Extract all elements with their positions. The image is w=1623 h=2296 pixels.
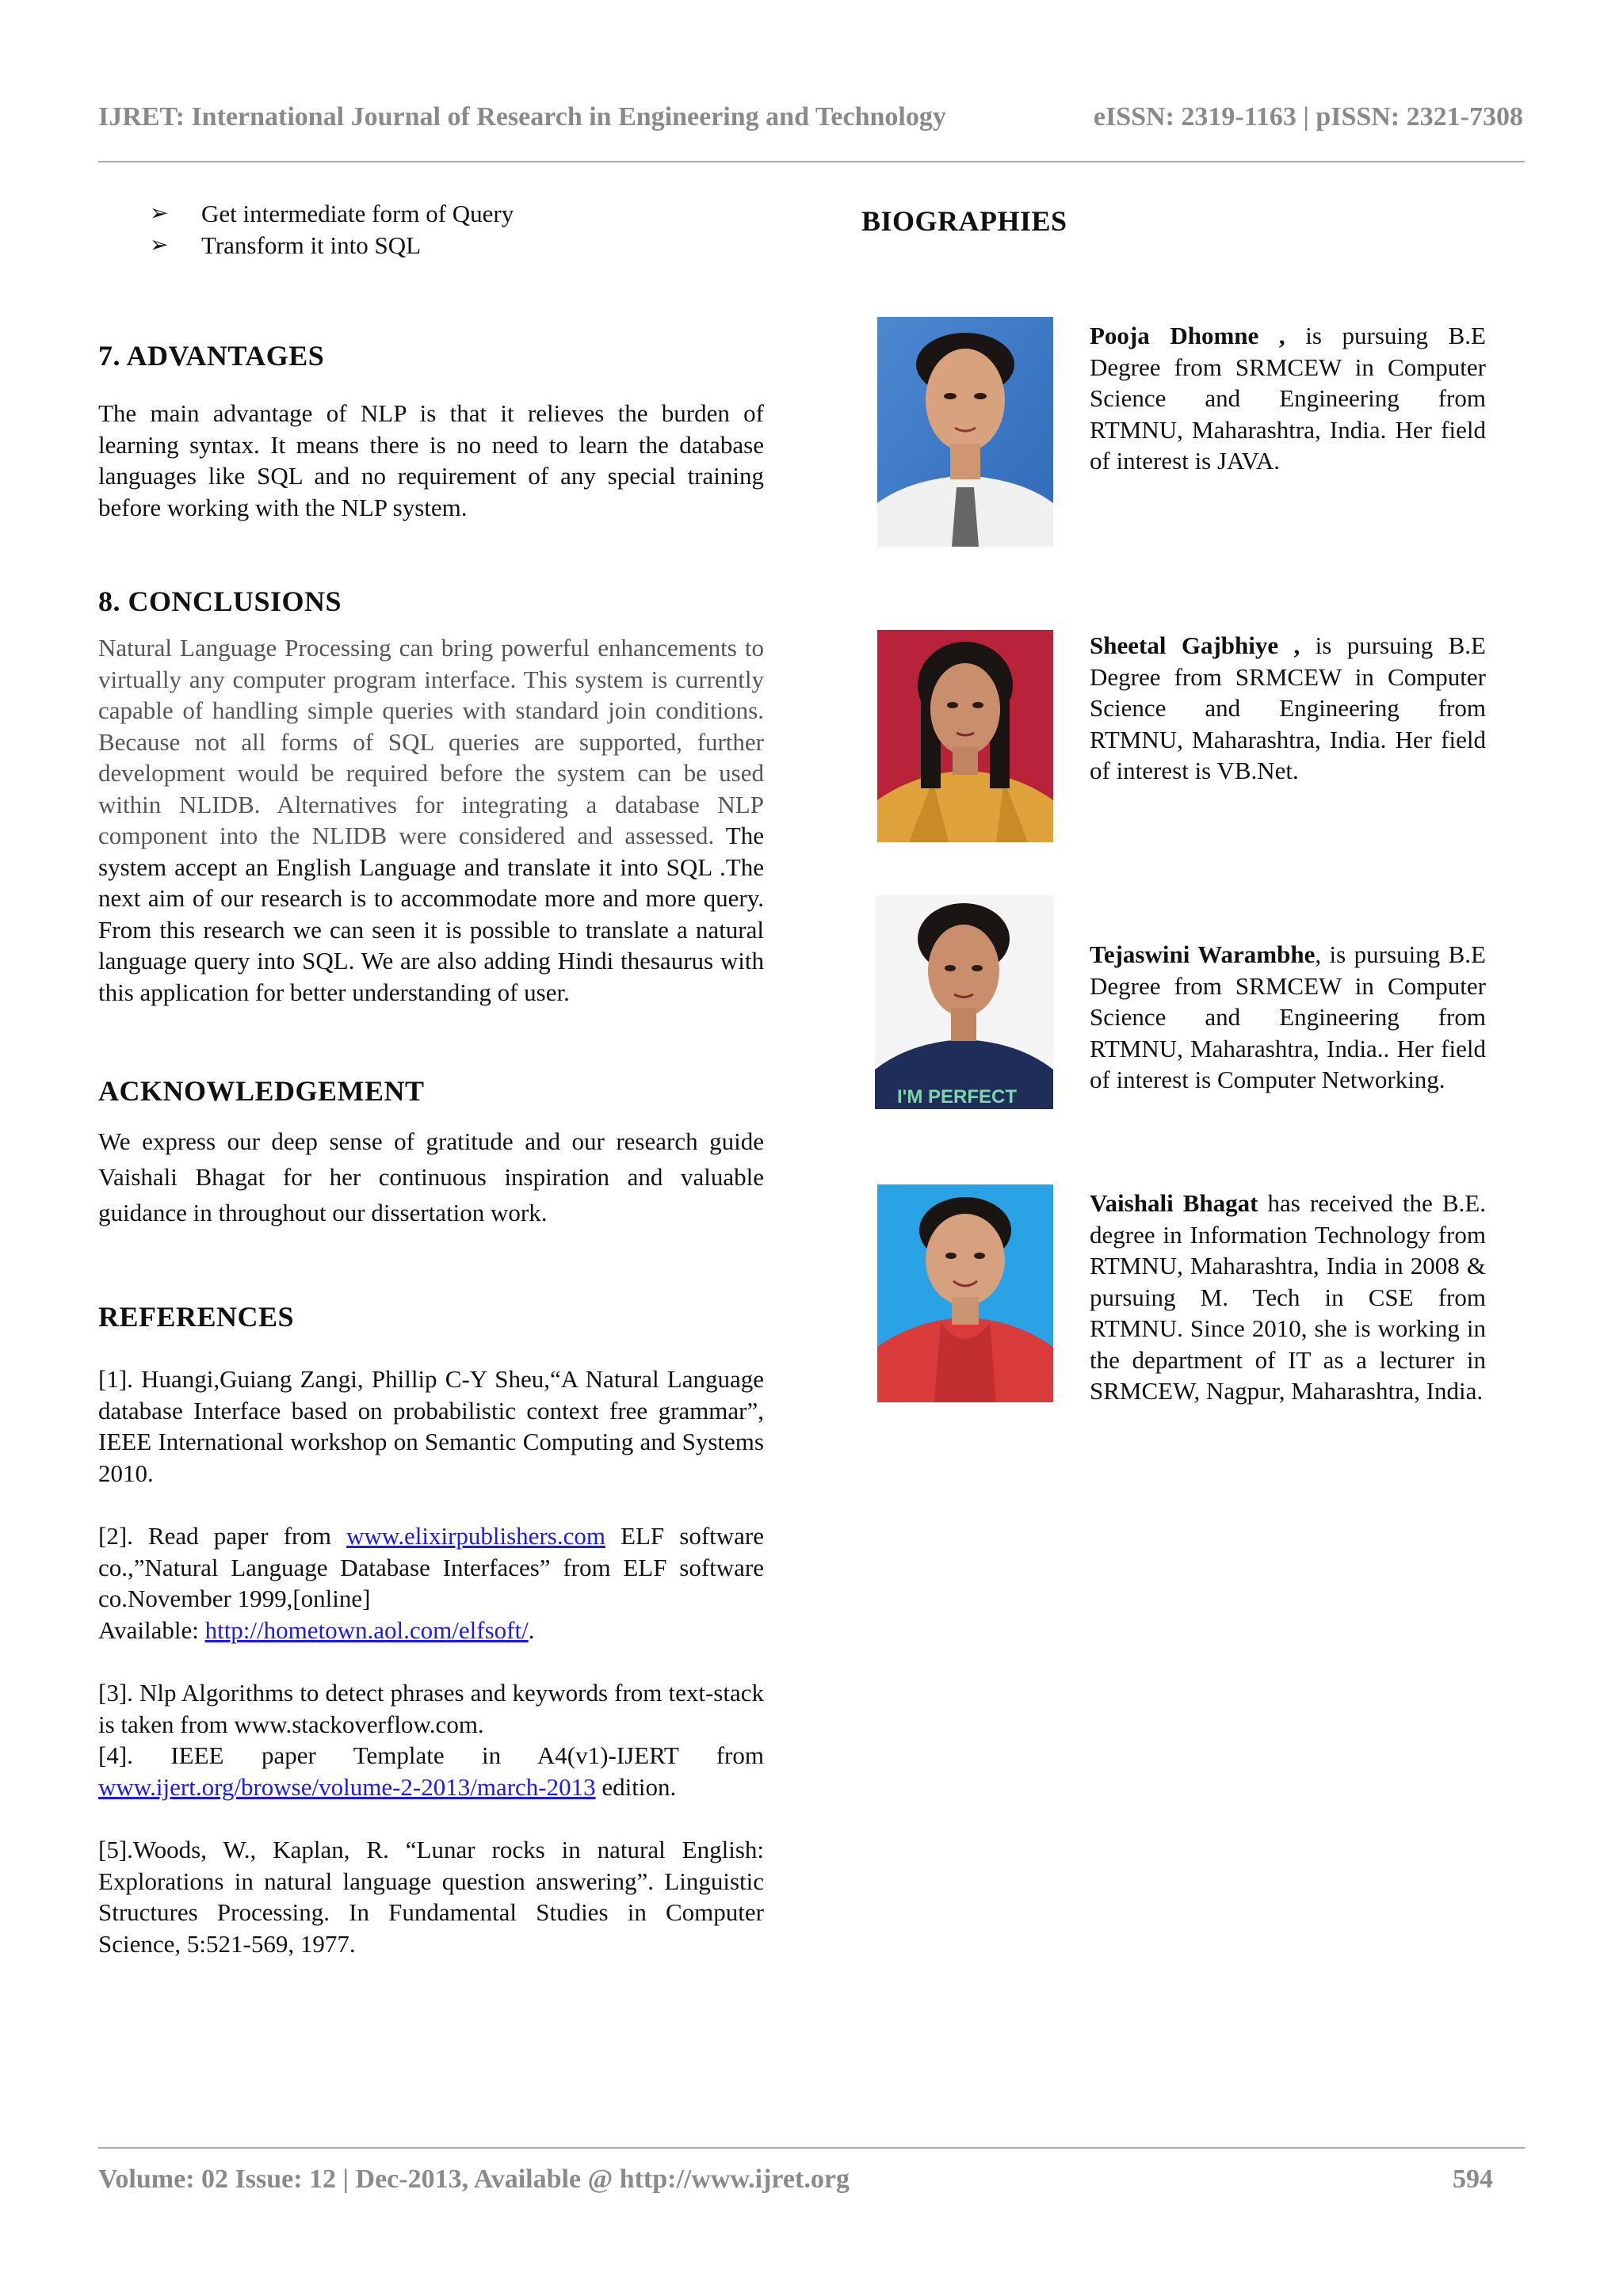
biography-tejaswini [861, 895, 1487, 1157]
bullet-list [150, 198, 764, 261]
list-item [150, 230, 764, 261]
bio-description: is pursuing B.E Degree from SRMCEW in Computer Science and Engineering from RTMNU, Maharashtra, India. Her field of interest is VB.Net. [1090, 631, 1486, 784]
biography-sheetal [861, 630, 1487, 852]
bio-text [1090, 1188, 1486, 1407]
footer-volume-info: Volume: 02 Issue: 12 | Dec-2013, Available @ http://www.ijret.org [98, 2164, 850, 2194]
acknowledgement-heading: ACKNOWLEDGEMENT [98, 1075, 425, 1107]
issn-text: eISSN: 2319-1163 | pISSN: 2321-7308 [1093, 102, 1523, 132]
author-photo [877, 630, 1053, 842]
running-footer [98, 2164, 1493, 2195]
reference-text: Available: [98, 1615, 205, 1644]
conclusions-text: The system accept an English Language and translate it into SQL .The next aim of our research is to accommodate more and more query. From this research we can seen it is possible to translate a natural language query into SQL. We are also adding Hindi thesaurus with this application for better understanding of user. [98, 822, 764, 1006]
ijert-link[interactable]: www.ijert.org/browse/volume-2-2013/march-2013 [98, 1772, 596, 1801]
biography-vaishali [861, 1184, 1487, 1501]
shirt-print: I'M PERFECT [897, 1086, 1018, 1108]
author-photo [875, 895, 1053, 1109]
page-number: 594 [1453, 2164, 1493, 2194]
conclusions-muted-text: Natural Language Processing can bring powerful enhancements to virtually any computer program interface. This system is currently capable of handling simple queries with standard join conditions. Because not all forms of SQL queries are supported, further development would be required before the system can be used within NLIDB. Alternatives for integrating a database NLP component into the NLIDB were considered and assessed. [98, 634, 764, 849]
advantages-paragraph: The main advantage of NLP is that it relieves the burden of learning syntax. It means there is no need to learn the database languages like SQL and no requirement of any special training before working with the NLP system. [98, 399, 764, 521]
bio-description: , is pursuing B.E Degree from SRMCEW in Computer Science and Engineering from RTMNU, Maharashtra, India.. Her field of interest is Computer Networking. [1090, 940, 1486, 1093]
journal-title: IJRET: International Journal of Research in Engineering and Technology [98, 102, 946, 132]
left-column [98, 198, 764, 1959]
bio-text [1090, 939, 1486, 1096]
reference-1: [1]. Huangi,Guiang Zangi, Phillip C-Y Sheu,“A Natural Language database Interface based on probabilistic context free grammar”, IEEE International workshop on Semantic Computing and Systems 2010. [98, 1365, 764, 1487]
author-name: Pooja Dhomne , [1090, 322, 1285, 349]
bio-text [1090, 630, 1486, 787]
references-heading: REFERENCES [98, 1301, 295, 1333]
elixir-link[interactable]: www.elixirpublishers.com [346, 1522, 605, 1550]
bio-description: is pursuing B.E Degree from SRMCEW in Computer Science and Engineering from RTMNU, Maharashtra, India. Her field of interest is JAVA. [1090, 322, 1486, 475]
author-photo [877, 1184, 1053, 1402]
hometown-link[interactable]: http://hometown.aol.com/elfsoft/ [204, 1615, 529, 1644]
bio-text [1090, 320, 1486, 477]
biography-pooja [861, 317, 1487, 555]
bio-description: has received the B.E. degree in Information Technology from RTMNU, Maharashtra, India in 2008 & pursuing M. Tech in CSE from RTMNU. Since 2010, she is working in the department of IT as a lecturer in SRMCEW, Nagpur, Maharashtra, India. [1090, 1189, 1486, 1405]
author-name: Sheetal Gajbhiye , [1090, 631, 1300, 659]
header-rule [98, 161, 1525, 162]
conclusions-heading: 8. CONCLUSIONS [98, 585, 342, 617]
right-column [861, 198, 1487, 1545]
author-name: Vaishali Bhagat [1090, 1189, 1258, 1217]
author-photo [877, 317, 1053, 547]
list-item-text: Transform it into SQL [201, 231, 422, 259]
reference-2 [98, 1520, 764, 1646]
conclusions-paragraph [98, 632, 764, 1008]
arrow-bullet-icon: ➢ [150, 233, 169, 257]
list-item [150, 198, 764, 230]
list-item-text: Get intermediate form of Query [201, 200, 514, 227]
footer-rule [98, 2147, 1525, 2149]
reference-text: [4]. IEEE paper Template in A4(v1)-IJERT from [98, 1741, 764, 1769]
reference-3: [3]. Nlp Algorithms to detect phrases and keywords from text-stack is taken from www.stackoverflow.com. [98, 1679, 764, 1738]
reference-5: [5].Woods, W., Kaplan, R. “Lunar rocks in natural English: Explorations in natural language question answering”. Linguistic Structures Processing. In Fundamental Studies in Computer Science, 5:521-569, 1977. [98, 1836, 764, 1958]
reference-text: [2]. Read paper from [98, 1522, 347, 1550]
arrow-bullet-icon: ➢ [150, 201, 169, 226]
biographies-heading: BIOGRAPHIES [861, 205, 1067, 237]
running-header [98, 93, 1523, 141]
author-name: Tejaswini Warambhe [1090, 940, 1316, 968]
reference-text: edition. [595, 1772, 677, 1801]
acknowledgement-paragraph: We express our deep sense of gratitude and our research guide Vaishali Bhagat for her continuous inspiration and valuable guidance in throughout our dissertation work. [98, 1127, 764, 1226]
reference-4 [98, 1740, 764, 1802]
reference-text: . [528, 1615, 535, 1644]
reference-text: ELF software co.,”Natural Language Database Interfaces” from ELF software co.November 1999,[online] [98, 1522, 764, 1612]
advantages-heading: 7. ADVANTAGES [98, 340, 325, 372]
